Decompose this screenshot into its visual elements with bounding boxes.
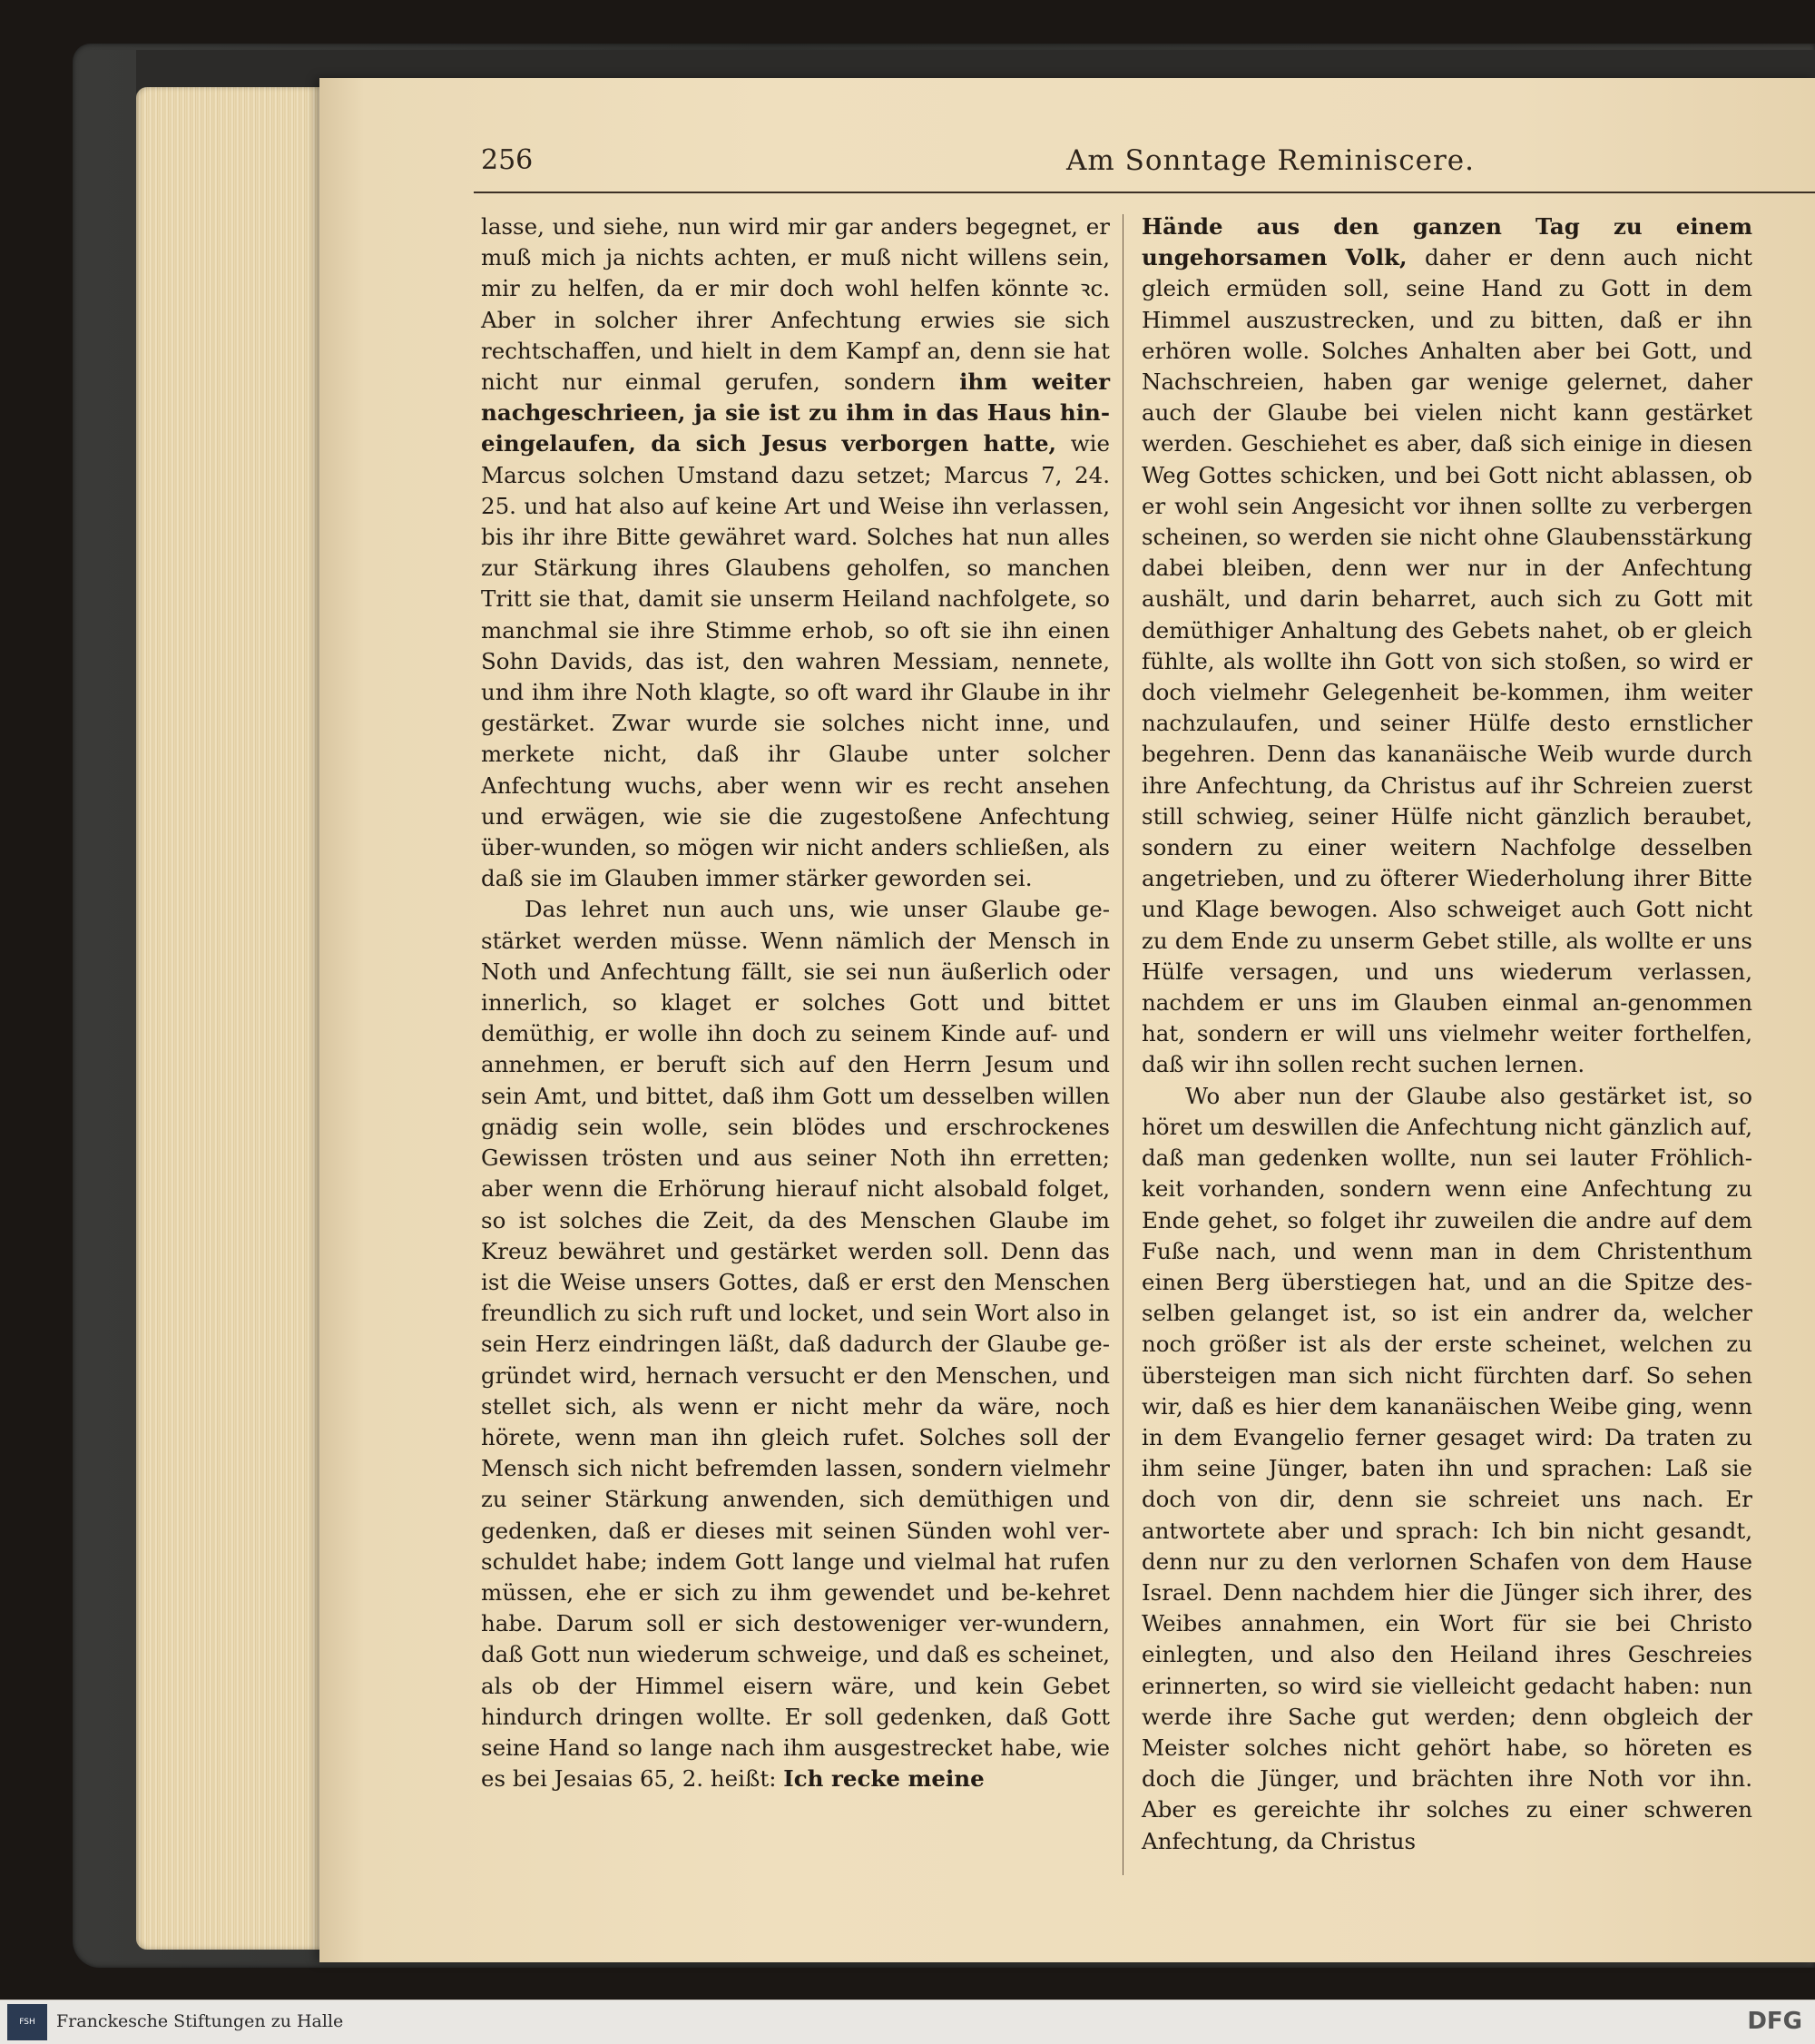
left-column bbox=[481, 211, 1110, 1794]
body-text: Wo aber nun der Glaube also gestärket ist, so höret um deswillen die Anfechtung nicht gänzlich auf, daß man gedenken wollte, nun sei lauter Fröhlich-keit vorhanden, sondern wenn eine Anfechtung zu Ende gehet, so folget ihr zuweilen die andre auf dem Fuße nach, und wenn man in dem Christenthum einen Berg überstiegen hat, und an die Spitze des-selben gelanget ist, so ist ein andrer da, welcher noch größer ist als der erste scheinet, welchen zu übersteigen man sich nicht fürchten darf. So sehen wir, daß es hier dem kananäischen Weibe ging, wenn in dem Evangelio ferner gesaget wird: Da traten zu ihm seine Jünger, baten ihn und sprachen: Laß sie doch von dir, denn sie schreiet uns nach. Er antwortete aber und sprach: Ich bin nicht gesandt, denn nur zu den verlornen Schafen von dem Hause Israel. Denn nachdem hier die Jünger sich ihrer, des Weibes annahmen, ein Wort für sie bei Christo einlegten, und also den Heiland ihres Geschreies erinnerten, so wird sie vielleicht gedacht haben: nun werde ihre Sache gut werden; denn obgleich der Meister solches nicht gehört habe, so höreten es doch die Jünger, und brächten ihre Noth vor ihn. Aber es gereichte ihr solches zu einer schweren Anfechtung, da Christus bbox=[1142, 1082, 1752, 1854]
institution-name: Franckesche Stiftungen zu Halle bbox=[56, 2011, 344, 2031]
book-page bbox=[319, 78, 1815, 1962]
page-header bbox=[481, 144, 1815, 199]
institution-logo: FSH bbox=[7, 2004, 47, 2040]
dfg-logo: DFG bbox=[1747, 2008, 1802, 2035]
body-text: wie Marcus solchen Umstand dazu setzet; Marcus 7, 24. 25. und hat also auf keine Art und Weise ihn verlassen, bis ihr ihre Bitte gewähret ward. Solches hat nun alles zur Stärkung ihres Glaubens geholfen, so manchen Tritt sie that, damit sie unserm Heiland nachfolgete, so manchmal sie ihre Stimme erhob, so oft sie ihn einen Sohn Davids, das ist, den wahren Messiam, nennete, und ihm ihre Noth klagte, so oft ward ihr Glaube in ihr gestärket. Zwar wurde sie solches nicht inne, und merkete nicht, daß ihr Glaube unter solcher Anfechtung wuchs, aber wenn wir es recht ansehen und erwägen, wie sie die zugestoßene Anfechtung über-wunden, so mögen wir nicht anders schließen, als daß sie im Glauben immer stärker geworden sei. bbox=[481, 430, 1110, 892]
paragraph bbox=[481, 211, 1110, 894]
paragraph bbox=[1142, 1081, 1752, 1857]
body-text: daher er denn auch nicht gleich ermüden soll, seine Hand zu Gott in dem Himmel auszustrecken, und zu bitten, daß er ihn erhören wolle. Solches Anhalten aber bei Gott, und Nachschreien, haben gar wenige gelernet, daher auch der Glaube bei vielen nicht kann gestärket werden. Geschiehet es aber, daß sich einige in diesen Weg Gottes schicken, und bei Gott nicht ablassen, ob er wohl sein Angesicht vor ihnen sollte zu verbergen scheinen, so werden sie nicht ohne Glaubensstärkung dabei bleiben, denn wer nur in der Anfechtung aushält, und darin beharret, auch sich zu Gott mit demüthiger Anhaltung des Gebets nahet, ob er gleich fühlte, als wollte ihn Gott von sich stoßen, so wird er doch vielmehr Gelegenheit be-kommen, ihm weiter nachzulaufen, und seiner Hülfe desto ernstlicher begehren. Denn das kananäische Weib wurde durch ihre Anfechtung, da Christus auf ihr Schreien zuerst still schwieg, seiner Hülfe nicht gänzlich beraubet, sondern zu einer weitern Nachfolge desselben angetrieben, und zu öfterer Wiederholung ihrer Bitte und Klage bewogen. Also schweiget auch Gott nicht zu dem Ende zu unserm Gebet stille, als wollte er uns Hülfe versagen, und uns wiederum verlassen, nachdem er uns im Glauben einmal an-genommen hat, sondern er will uns vielmehr weiter forthelfen, daß wir ihn sollen recht suchen lernen. bbox=[1142, 244, 1752, 1078]
emphasized-text: Ich recke meine bbox=[783, 1765, 985, 1793]
page-edges bbox=[136, 87, 322, 1950]
emphasized-text: ihm weiter nachgeschrieen, ja sie ist zu ihm in das Haus hin-eingelaufen, da sich Jesus verborgen hatte, bbox=[481, 369, 1110, 457]
header-rule bbox=[474, 192, 1815, 193]
body-text: Das lehret nun auch uns, wie unser Glaube ge-stärket werden müsse. Wenn nämlich der Mensch in Noth und Anfechtung fällt, sie sei nun äußerlich oder innerlich, so klaget er solches Gott und bittet demüthig, er wolle ihn doch zu seinem Kinde auf- und annehmen, er beruft sich auf den Herrn Jesum und sein Amt, und bittet, daß ihm Gott um desselben willen gnädig sein wolle, sein blödes und erschrockenes Gewissen trösten und aus seiner Noth ihn erretten; aber wenn die Erhörung hierauf nicht alsobald folget, so ist solches die Zeit, da des Menschen Glaube im Kreuz bewähret und gestärket werden soll. Denn das ist die Weise unsers Gottes, daß er erst den Menschen freundlich zu sich ruft und locket, und sein Wort also in sein Herz eindringen läßt, daß dadurch der Glaube ge-gründet wird, hernach versucht er den Menschen, und stellet sich, als wenn er nicht mehr da wäre, noch hörete, wenn man ihn gleich rufet. Solches soll der Mensch sich nicht befremden lassen, sondern vielmehr zu seiner Stärkung anwenden, sich demüthigen und gedenken, daß er dieses mit seinen Sünden wohl ver-schuldet habe; indem Gott lange und vielmal hat rufen müssen, ehe er sich zu ihm gewendet und be-kehret habe. Darum soll er sich destoweniger ver-wundern, daß Gott nun wiederum schweige, und daß es scheinet, als ob der Himmel eisern wäre, und kein Gebet hindurch dringen wollte. Er soll gedenken, daß Gott seine Hand so lange nach ihm ausgestrecket habe, wie es bei Jesaias 65, 2. heißt: bbox=[481, 896, 1110, 1793]
page-number: 256 bbox=[481, 144, 534, 176]
emphasized-text: Hände aus den ganzen Tag zu einem ungehorsamen Volk, bbox=[1142, 213, 1752, 271]
right-column bbox=[1142, 211, 1752, 1857]
paragraph bbox=[1142, 211, 1752, 1081]
body-text: lasse, und siehe, nun wird mir gar anders begegnet, er muß mich ja nichts achten, er muß nicht willens sein, mir zu helfen, da er mir doch wohl helfen könnte ꝛc. Aber in solcher ihrer Anfechtung erwies sie sich rechtschaffen, und hielt in dem Kampf an, denn sie hat nicht nur einmal gerufen, sondern bbox=[481, 213, 1110, 396]
paragraph bbox=[481, 894, 1110, 1794]
running-title: Am Sonntage Reminiscere. bbox=[1066, 144, 1475, 177]
viewer-footer bbox=[0, 2000, 1815, 2044]
